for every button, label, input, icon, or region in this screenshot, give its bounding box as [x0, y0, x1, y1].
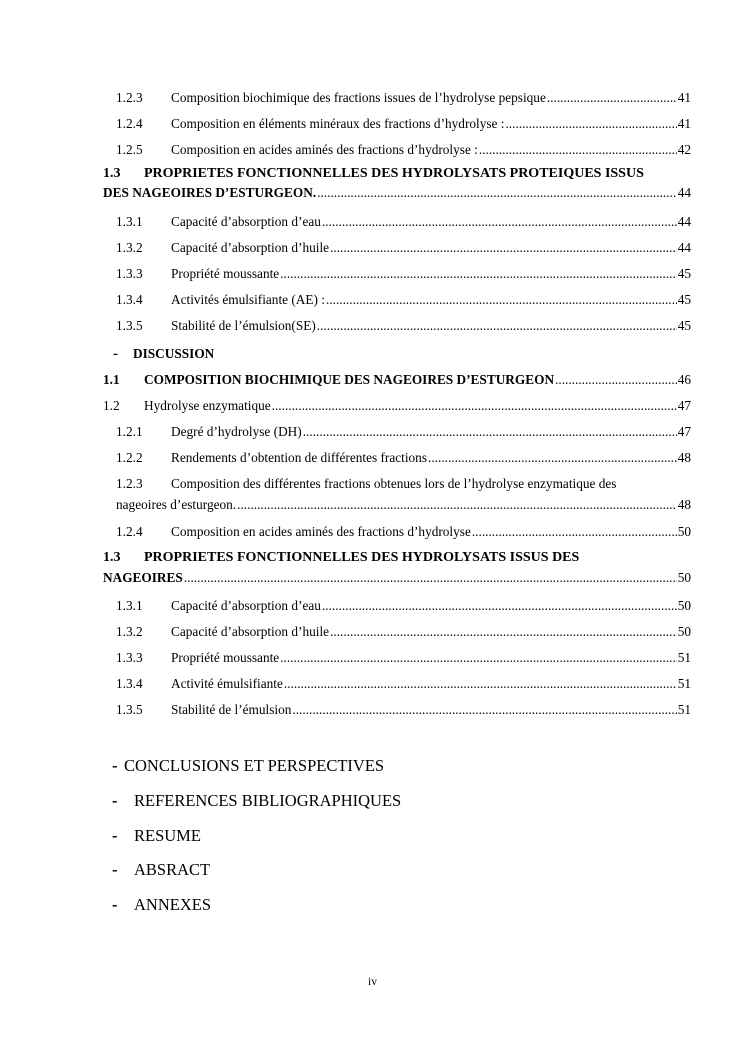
- toc-entry-page: 44: [677, 214, 691, 229]
- toc-leader-dots: [317, 318, 677, 334]
- bullet-dash: -: [112, 860, 118, 879]
- bullet-dash: -: [112, 756, 118, 775]
- section-label: REFERENCES BIBLIOGRAPHIQUES: [134, 791, 402, 810]
- toc-entry-1-2-2[interactable]: [103, 450, 691, 466]
- toc-entry-title: Hydrolyse enzymatique: [144, 398, 271, 413]
- toc-entry-title: Stabilité de l’émulsion: [171, 702, 292, 717]
- toc-entry-title: Composition en éléments minéraux des fractions d’hydrolyse :: [171, 116, 505, 131]
- toc-entry-number: 1.2.5: [116, 142, 143, 157]
- toc-entry-1-2-4-b[interactable]: [103, 524, 691, 540]
- toc-entry-number: 1.2.4: [116, 116, 143, 131]
- bullet-dash: -: [113, 346, 118, 362]
- toc-entry-page: 50: [677, 524, 691, 539]
- toc-leader-dots: [322, 598, 677, 614]
- toc-leader-dots: [479, 142, 677, 158]
- section-annexes[interactable]: [112, 895, 211, 915]
- toc-leader-dots: [547, 90, 677, 106]
- section-conclusions[interactable]: [112, 756, 384, 776]
- toc-entry-page: 50: [677, 598, 691, 613]
- toc-entry-number: 1.3.4: [116, 676, 143, 691]
- toc-entry-page: 44: [677, 185, 691, 200]
- toc-entry-page: 48: [677, 450, 691, 465]
- toc-entry-page: 51: [677, 702, 691, 717]
- toc-entry-1-3-1-b[interactable]: [103, 598, 691, 614]
- toc-entry-page: 50: [677, 570, 691, 585]
- toc-entry-number: 1.2.2: [116, 450, 143, 465]
- toc-entry-1-3-4[interactable]: [103, 292, 691, 308]
- toc-entry-number: 1.3.1: [116, 214, 143, 229]
- bullet-dash: -: [112, 791, 118, 810]
- toc-entry-number: 1.3.5: [116, 702, 143, 717]
- toc-entry-title: Capacité d’absorption d’huile: [171, 624, 330, 639]
- toc-entry-1-3[interactable]: [103, 166, 691, 201]
- section-label: RESUME: [134, 826, 201, 845]
- section-references[interactable]: [112, 791, 401, 811]
- toc-leader-dots: [428, 450, 677, 466]
- toc-entry-page: 41: [677, 90, 691, 105]
- toc-entry-1-3-4-b[interactable]: [103, 676, 691, 692]
- toc-entry-page: 45: [677, 292, 691, 307]
- toc-entry-page: 45: [677, 318, 691, 333]
- toc-entry-number: 1.3.5: [116, 318, 143, 333]
- toc-entry-1-1[interactable]: [103, 372, 691, 388]
- toc-entry-title-continued: DES NAGEOIRES D’ESTURGEON.: [103, 185, 317, 200]
- toc-entry-number: 1.2.3: [116, 90, 143, 105]
- bullet-dash: -: [112, 826, 118, 845]
- toc-entry-page: 45: [677, 266, 691, 281]
- toc-entry-page: 51: [677, 650, 691, 665]
- toc-leader-dots: [322, 214, 677, 230]
- toc-entry-1-2-5[interactable]: [103, 142, 691, 158]
- toc-entry-1-2-3[interactable]: [103, 90, 691, 106]
- toc-entry-page: 42: [677, 142, 691, 157]
- toc-entry-number: 1.3: [103, 166, 121, 181]
- toc-entry-title: Capacité d’absorption d’eau: [171, 598, 321, 613]
- toc-entry-1-3-3[interactable]: [103, 266, 691, 282]
- toc-leader-dots: [284, 676, 677, 692]
- toc-entry-title: Activités émulsifiante (AE) :: [171, 292, 325, 307]
- toc-entry-number: 1.2.4: [116, 524, 143, 539]
- toc-leader-dots: [505, 116, 676, 132]
- bullet-dash: -: [112, 895, 118, 914]
- toc-entry-number: 1.2: [103, 398, 120, 413]
- toc-leader-dots: [326, 292, 677, 308]
- toc-entry-number: 1.3.3: [116, 266, 143, 281]
- section-label: ANNEXES: [134, 895, 211, 914]
- section-label: CONCLUSIONS ET PERSPECTIVES: [124, 756, 385, 775]
- toc-entry-page: 47: [677, 424, 691, 439]
- toc-entry-page: 44: [677, 240, 691, 255]
- toc-entry-title: Propriété moussante: [171, 650, 280, 665]
- toc-leader-dots: [317, 185, 677, 201]
- toc-entry-title: Capacité d’absorption d’eau: [171, 214, 321, 229]
- toc-section-discussion[interactable]: [113, 346, 214, 362]
- toc-entry-title: Stabilité de l’émulsion(SE): [171, 318, 316, 333]
- toc-entry-title: Rendements d’obtention de différentes fractions: [171, 450, 428, 465]
- toc-leader-dots: [330, 624, 677, 640]
- toc-entry-title-continued: nageoires d’esturgeon.: [116, 497, 237, 512]
- toc-entry-page: 50: [677, 624, 691, 639]
- toc-entry-1-2-1[interactable]: [103, 424, 691, 440]
- toc-entry-page: 48: [677, 497, 691, 512]
- toc-entry-1-3-5-b[interactable]: [103, 702, 691, 718]
- toc-entry-number: 1.2.1: [116, 424, 143, 439]
- toc-leader-dots: [272, 398, 677, 414]
- toc-entry-number: 1.2.3: [116, 476, 143, 491]
- toc-entry-title: Composition en acides aminés des fractions d’hydrolyse :: [171, 142, 478, 157]
- toc-entry-number: 1.3.4: [116, 292, 143, 307]
- page-number: iv: [368, 976, 377, 988]
- toc-leader-dots: [303, 424, 677, 440]
- toc-entry-page: 46: [677, 372, 691, 387]
- toc-entry-number: 1.3.1: [116, 598, 143, 613]
- toc-leader-dots: [237, 497, 677, 513]
- toc-entry-title: Propriété moussante: [171, 266, 280, 281]
- toc-entry-number: 1.3.3: [116, 650, 143, 665]
- toc-entry-title: Composition des différentes fractions obtenues lors de l’hydrolyse enzymatique des: [171, 476, 617, 491]
- toc-leader-dots: [280, 266, 677, 282]
- toc-leader-dots: [472, 524, 677, 540]
- toc-entry-1-3-1[interactable]: [103, 214, 691, 230]
- toc-leader-dots: [184, 570, 677, 586]
- toc-entry-title: COMPOSITION BIOCHIMIQUE DES NAGEOIRES D’ESTURGEON: [144, 372, 555, 387]
- toc-entry-1-3-b[interactable]: [103, 550, 691, 586]
- toc-entry-page: 51: [677, 676, 691, 691]
- toc-entry-1-3-3-b[interactable]: [103, 650, 691, 666]
- toc-entry-1-3-2[interactable]: [103, 240, 691, 256]
- toc-entry-number: 1.3.2: [116, 240, 143, 255]
- toc-entry-number: 1.1: [103, 372, 120, 387]
- toc-section-title: DISCUSSION: [133, 346, 215, 361]
- toc-entry-title: PROPRIETES FONCTIONNELLES DES HYDROLYSATS ISSUS DES: [144, 550, 580, 565]
- toc-entry-title: Composition en acides aminés des fractions d’hydrolyse: [171, 524, 471, 539]
- toc-entry-title: Activité émulsifiante: [171, 676, 283, 691]
- toc-entry-1-2[interactable]: [103, 398, 691, 414]
- toc-entry-title: Degré d’hydrolyse (DH): [171, 424, 302, 439]
- toc-entry-1-3-2-b[interactable]: [103, 624, 691, 640]
- toc-entry-title: PROPRIETES FONCTIONNELLES DES HYDROLYSATS PROTEIQUES ISSUS: [144, 166, 644, 181]
- toc-leader-dots: [292, 702, 676, 718]
- toc-entry-1-3-5[interactable]: [103, 318, 691, 334]
- toc-entry-1-2-3-b[interactable]: [103, 476, 691, 513]
- toc-leader-dots: [330, 240, 677, 256]
- section-label: ABSRACT: [134, 860, 211, 879]
- toc-entry-page: 41: [677, 116, 691, 131]
- toc-leader-dots: [280, 650, 677, 666]
- toc-entry-title: Composition biochimique des fractions issues de l’hydrolyse pepsique: [171, 90, 546, 105]
- toc-entry-number: 1.3.2: [116, 624, 143, 639]
- section-resume[interactable]: [112, 826, 201, 846]
- toc-entry-1-2-4[interactable]: [103, 116, 691, 132]
- toc-entry-title-continued: NAGEOIRES: [103, 570, 183, 585]
- section-abstract[interactable]: [112, 860, 210, 880]
- toc-entry-title: Capacité d’absorption d’huile: [171, 240, 330, 255]
- toc-leader-dots: [555, 372, 677, 388]
- toc-entry-page: 47: [677, 398, 691, 413]
- toc-entry-number: 1.3: [103, 550, 121, 565]
